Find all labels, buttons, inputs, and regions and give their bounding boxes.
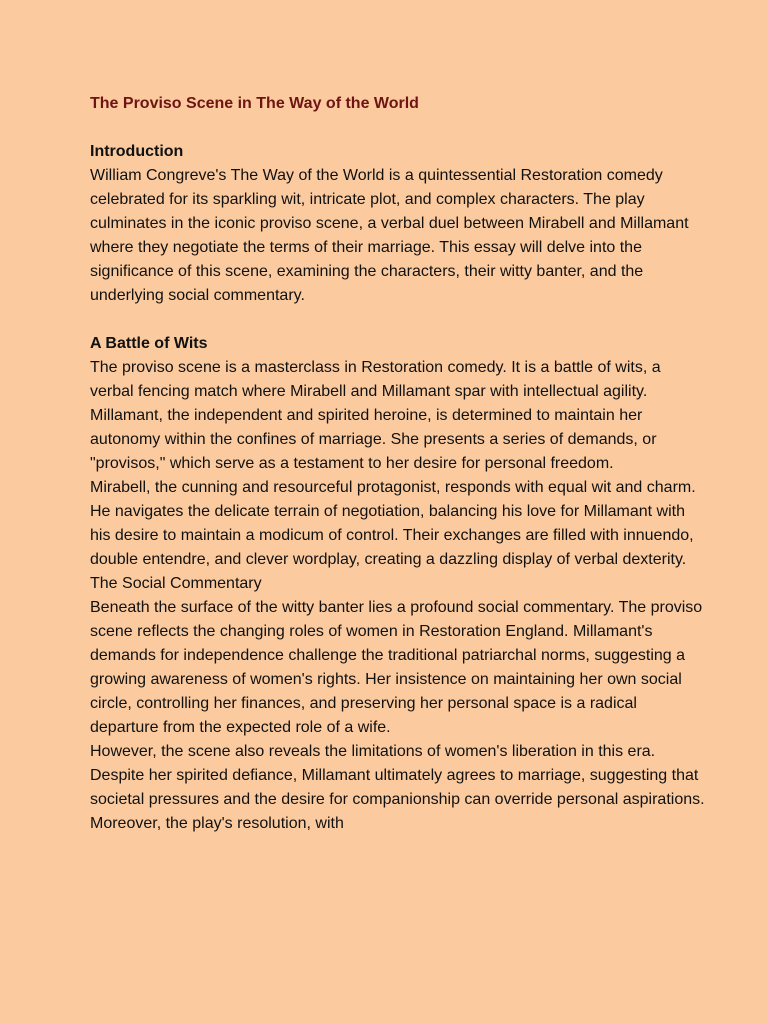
spacer [90, 308, 708, 332]
spacer [90, 116, 708, 140]
paragraph-social-commentary-1: Beneath the surface of the witty banter lies a profound social commentary. The proviso scene reflects the changing roles of women in Restoration England. Millamant's demands for independence challenge the traditional patriarchal norms, suggesting a growing awareness of women's rights. Her insistence on maintaining her own social circle, controlling her finances, and preserving her personal space is a radical departure from the expected role of a wife. [90, 599, 703, 736]
heading-battle-of-wits: A Battle of Wits [90, 335, 208, 352]
heading-introduction: Introduction [90, 143, 184, 160]
paragraph-battle-of-wits-2: Mirabell, the cunning and resourceful protagonist, responds with equal wit and charm. He navigates the delicate terrain of negotiation, balancing his love for Millamant with his desire to maintain a modicum of control. Their exchanges are filled with innuendo, double entendre, and clever wordplay, creating a dazzling display of verbal dexterity. [90, 479, 696, 568]
paragraph-social-commentary-2: However, the scene also reveals the limitations of women's liberation in this era. Despite her spirited defiance, Millamant ultimately agrees to marriage, suggesting that societal pressures and the desire for companionship can override personal aspirations. Moreover, the play's resolution, with [90, 743, 705, 832]
document-title: The Proviso Scene in The Way of the World [90, 95, 419, 112]
heading-social-commentary: The Social Commentary [90, 575, 262, 592]
paragraph-introduction: William Congreve's The Way of the World is a quintessential Restoration comedy celebrated for its sparkling wit, intricate plot, and complex characters. The play culminates in the iconic proviso scene, a verbal duel between Mirabell and Millamant where they negotiate the terms of their marriage. This essay will delve into the significance of this scene, examining the characters, their witty banter, and the underlying social commentary. [90, 167, 689, 304]
paragraph-battle-of-wits-1: The proviso scene is a masterclass in Restoration comedy. It is a battle of wits, a verbal fencing match where Mirabell and Millamant spar with intellectual agility. Millamant, the independent and spirited heroine, is determined to maintain her autonomy within the confines of marriage. She presents a series of demands, or "provisos," which serve as a testament to her desire for personal freedom. [90, 359, 661, 472]
